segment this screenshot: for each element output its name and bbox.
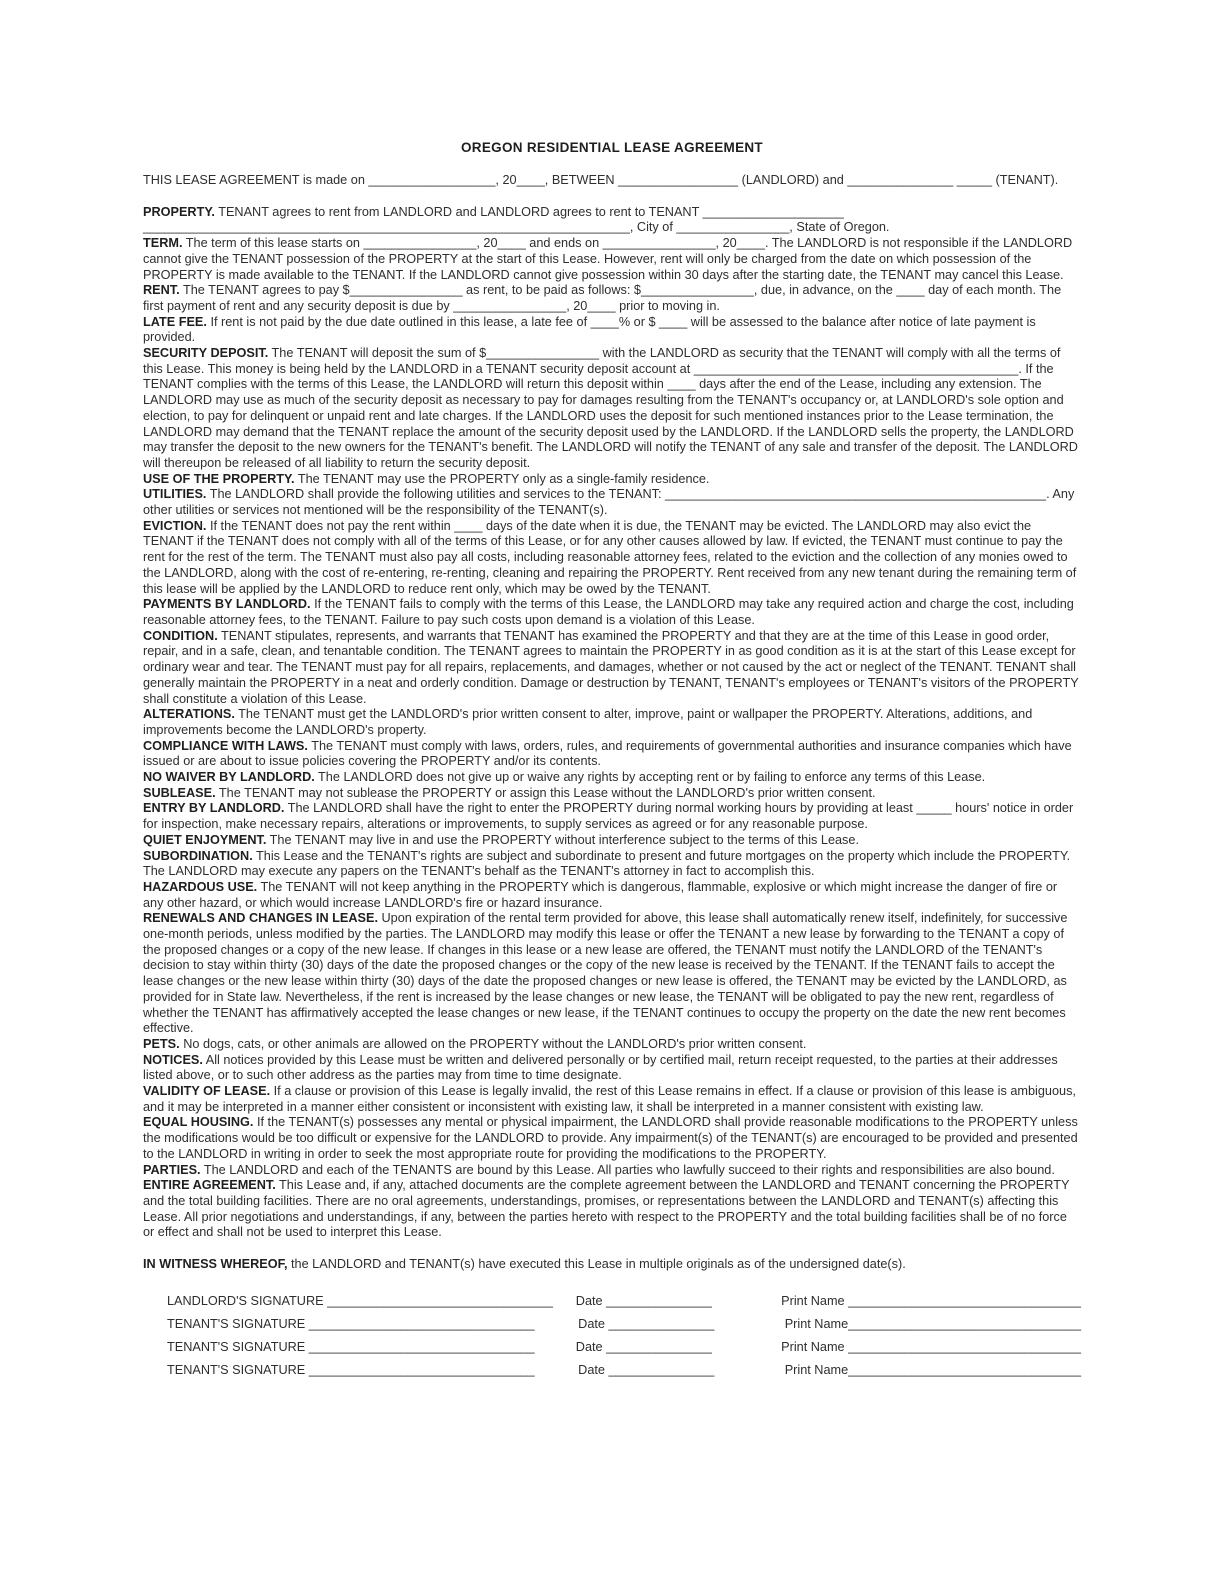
section-text: Upon expiration of the rental term provided for above, this lease shall automatically renew itself, indefinitely, for successive one-month periods, unless modified by the parties. The LANDLORD may modify this lease or offer the TENANT a new lease by forwarding to the TENANT a copy of the proposed changes or a copy of the new lease. If changes in this lease or a new lease are offered, the TENANT must notify the LANDLORD of the TENANT's decision to stay within thirty (30) days of the date the proposed changes or the copy of the new lease is received by the TENANT. If the TENANT fails to accept the lease changes or the new lease within thirty (30) days of the date the proposed changes or new lease is offered, the TENANT may be evicted by the LANDLORD, as provided for in State law. Nevertheless, if the rent is increased by the lease changes or new lease, the TENANT will be obligated to pay the new rent, regardless of whether the TENANT has affirmatively accepted the lease changes or new lease, if the TENANT continues to occupy the property on the date the new rent becomes effective. xyxy=(143,911,1068,1036)
sections-container xyxy=(143,205,1081,1241)
signature-row xyxy=(167,1294,1081,1310)
signature-block xyxy=(143,1294,1081,1379)
witness-clause-label: IN WITNESS WHEREOF, xyxy=(143,1257,288,1272)
lease-section xyxy=(143,1163,1081,1179)
section-label: USE OF THE PROPERTY. xyxy=(143,471,295,486)
print-name-line: Print Name _________________________________ xyxy=(781,1340,1081,1355)
section-label: CONDITION. xyxy=(143,628,218,643)
signature-line: LANDLORD'S SIGNATURE ________________________________ xyxy=(167,1293,553,1308)
lease-section xyxy=(143,283,1081,314)
signature-row xyxy=(167,1317,1081,1333)
section-label: PAYMENTS BY LANDLORD. xyxy=(143,597,311,612)
section-text: TENANT agrees to rent from LANDLORD and LANDLORD agrees to rent to TENANT ____________________ _____________________________________________________________________, City of ________________, State of Oregon. xyxy=(143,204,890,235)
section-text: TENANT stipulates, represents, and warrants that TENANT has examined the PROPERTY and that they are at the time of this Lease in good order, repair, and in a safe, clean, and tenantable condition. The TENANT agrees to maintain the PROPERTY in as good condition as it is at the start of this Lease except for ordinary wear and tear. The TENANT must pay for all repairs, replacements, and damages, whether or not caused by the act or neglect of the TENANT. TENANT shall generally maintain the PROPERTY in a neat and orderly condition. Damage or destruction by TENANT, TENANT's employees or TENANT's visitors of the PROPERTY shall constitute a violation of this Lease. xyxy=(143,628,1079,706)
signature-line: TENANT'S SIGNATURE ________________________________ xyxy=(167,1317,535,1332)
section-label: SUBORDINATION. xyxy=(143,848,253,863)
signature-row xyxy=(167,1363,1081,1379)
lease-section xyxy=(143,1037,1081,1053)
section-text: The TENANT may not sublease the PROPERTY or assign this Lease without the LANDLORD's prior written consent. xyxy=(215,785,876,800)
document-title: OREGON RESIDENTIAL LEASE AGREEMENT xyxy=(461,140,763,155)
date-line: Date _______________ xyxy=(578,1317,715,1332)
lease-section xyxy=(143,911,1081,1037)
lease-section xyxy=(143,1115,1081,1162)
section-text: If rent is not paid by the due date outlined in this lease, a late fee of ____% or $ ____ will be assessed to the balance after notice of late payment is provided. xyxy=(143,314,1036,345)
witness-clause-text: the LANDLORD and TENANT(s) have executed this Lease in multiple originals as of the undersigned date(s). xyxy=(287,1257,906,1272)
section-text: The LANDLORD does not give up or waive any rights by accepting rent or by failing to enforce any terms of this Lease. xyxy=(314,770,986,785)
lease-section xyxy=(143,315,1081,346)
lease-section xyxy=(143,786,1081,802)
section-text: The TENANT must get the LANDLORD's prior written consent to alter, improve, paint or wallpaper the PROPERTY. Alterations, additions, and improvements become the LANDLORD's property. xyxy=(143,707,1033,737)
document-content xyxy=(143,140,1081,1387)
section-label: PROPERTY. xyxy=(143,204,215,219)
section-label: ENTIRE AGREEMENT. xyxy=(143,1178,276,1193)
section-text: No dogs, cats, or other animals are allowed on the PROPERTY without the LANDLORD's prior written consent. xyxy=(179,1036,807,1051)
section-label: PETS. xyxy=(143,1036,180,1051)
witness-clause xyxy=(143,1257,1081,1273)
section-text: All notices provided by this Lease must be written and delivered personally or by certified mail, return receipt requested, to the parties at their addresses listed above, or to such other address as the parties may from time to time designate. xyxy=(143,1052,1058,1083)
section-label: UTILITIES. xyxy=(143,487,207,502)
section-label: RENT. xyxy=(143,283,180,298)
section-label: EQUAL HOUSING. xyxy=(143,1115,254,1130)
lease-section xyxy=(143,346,1081,472)
date-line: Date _______________ xyxy=(575,1340,712,1355)
lease-section xyxy=(143,472,1081,488)
section-label: EVICTION. xyxy=(143,518,207,533)
section-label: PARTIES. xyxy=(143,1162,201,1177)
intro-paragraph: THIS LEASE AGREEMENT is made on __________________, 20____, BETWEEN _________________ (LANDLORD) and _______________ _____ (TENANT). xyxy=(143,173,1059,187)
section-label: TERM. xyxy=(143,236,183,251)
lease-section xyxy=(143,1178,1081,1241)
section-text: If a clause or provision of this Lease is legally invalid, the rest of this Lease remains in effect. If a clause or provision of this lease is ambiguous, and it may be interpreted in a manner either consistent or inconsistent with existing law, it shall be interpreted in a manner consistent with existing law. xyxy=(143,1084,1076,1114)
date-line: Date _______________ xyxy=(575,1293,712,1308)
date-line: Date _______________ xyxy=(578,1363,715,1378)
lease-section xyxy=(143,1084,1081,1115)
print-name-line: Print Name_________________________________ xyxy=(784,1317,1081,1332)
section-text: If the TENANT(s) possesses any mental or physical impairment, the LANDLORD shall provide reasonable modifications to the PROPERTY unless the modifications would be too difficult or expensive for the LANDLORD to provide. Any impairment(s) of the TENANT(s) are encouraged to be provided and presented to the LANDLORD in writing in order to seek the most appropriate route for providing the modifications to the PROPERTY. xyxy=(143,1115,1078,1161)
section-text: The TENANT will not keep anything in the PROPERTY which is dangerous, flammable, explosive or which might increase the danger of fire or any other hazard, or which would increase LANDLORD's fire or hazard insurance. xyxy=(143,879,1058,910)
lease-section xyxy=(143,801,1081,832)
section-label: COMPLIANCE WITH LAWS. xyxy=(143,738,308,753)
section-text: The LANDLORD shall provide the following utilities and services to the TENANT: ______________________________________________________. Any other utilities or services not mentioned will be the responsibility of the TENANT(s). xyxy=(143,487,1075,518)
section-label: NO WAIVER BY LANDLORD. xyxy=(143,770,315,785)
section-text: If the TENANT fails to comply with the terms of this Lease, the LANDLORD may take any required action and charge the cost, including reasonable attorney fees, to the TENANT. Failure to pay such costs upon demand is a violation of this Lease. xyxy=(143,597,1074,627)
lease-section xyxy=(143,833,1081,849)
print-name-line: Print Name_________________________________ xyxy=(784,1363,1081,1378)
lease-section xyxy=(143,629,1081,708)
section-label: NOTICES. xyxy=(143,1052,203,1067)
lease-section xyxy=(143,236,1081,283)
lease-section xyxy=(143,849,1081,880)
lease-section xyxy=(143,770,1081,786)
section-text: The TENANT may use the PROPERTY only as a single-family residence. xyxy=(294,471,710,486)
print-name-line: Print Name _________________________________ xyxy=(781,1293,1081,1308)
section-text: The term of this lease starts on ________________, 20____ and ends on ________________, 20____. The LANDLORD is not responsible if the LANDLORD cannot give the TENANT possession of the PROPERTY at the start of this Lease. However, rent will only be charged from the date on which possession of the PROPERTY is made available to the TENANT. If the LANDLORD cannot give possession within 30 days after the starting date, the TENANT may cancel this Lease. xyxy=(143,236,1073,282)
lease-section xyxy=(143,487,1081,518)
section-text: This Lease and the TENANT's rights are subject and subordinate to present and future mortgages on the property which include the PROPERTY. The LANDLORD may execute any papers on the TENANT's behalf as the TENANT's attorney in fact to accomplish this. xyxy=(143,848,1071,879)
section-text: This Lease and, if any, attached documents are the complete agreement between the LANDLORD and TENANT concerning the PROPERTY and the total building facilities. There are no oral agreements, understandings, promises, or representations between the LANDLORD and TENANT(s) affecting this Lease. All prior negotiations and understandings, if any, between the parties hereto with respect to the PROPERTY and the total building facilities shall be of no force or effect and shall not be used to interpret this Lease. xyxy=(143,1178,1070,1240)
section-text: If the TENANT does not pay the rent within ____ days of the date when it is due, the TENANT may be evicted. The LANDLORD may also evict the TENANT if the TENANT does not comply with all of the terms of this Lease, or for any other causes allowed by law. If evicted, the TENANT must continue to pay the rent for the rest of the term. The TENANT must also pay all costs, including reasonable attorney fees, related to the eviction and the collection of any monies owed to the LANDLORD, along with the cost of re-entering, re-renting, cleaning and repairing the PROPERTY. Rent received from any new tenant during the remaining term of this lease will be applied by the LANDLORD to reduce rent only, which may be owed by the TENANT. xyxy=(143,518,1077,596)
signature-line: TENANT'S SIGNATURE ________________________________ xyxy=(167,1340,535,1355)
lease-section xyxy=(143,1053,1081,1084)
section-text: The TENANT will deposit the sum of $________________ with the LANDLORD as security that the TENANT will comply with all the terms of this Lease. This money is being held by the LANDLORD in a TENANT security deposit account at ______________________________________________. If the TENANT complies with the terms of this Lease, the LANDLORD will return this deposit within ____ days after the end of the Lease, including any extension. The LANDLORD may use as much of the security deposit as necessary to pay for damages resulting from the TENANT's occupancy or, at LANDLORD's sole option and election, to pay for delinquent or unpaid rent and late charges. If the LANDLORD uses the deposit for such mentioned instances prior to the Lease termination, the LANDLORD may demand that the TENANT replace the amount of the security deposit used by the LANDLORD. If the LANDLORD sells the property, the LANDLORD may transfer the deposit to the new owners for the TENANT's benefit. The LANDLORD will notify the TENANT of any sale and transfer of the deposit. The LANDLORD will thereupon be released of all liability to return the security deposit. xyxy=(143,346,1078,470)
section-text: The TENANT must comply with laws, orders, rules, and requirements of governmental authorities and insurance companies which have issued or are about to issue policies covering the PROPERTY and/or its contents. xyxy=(143,738,1072,769)
section-label: LATE FEE. xyxy=(143,314,207,329)
section-text: The LANDLORD shall have the right to enter the PROPERTY during normal working hours by providing at least _____ hours' notice in order for inspection, make necessary repairs, alterations or improvements, to supply services as agreed or for any reasonable purpose. xyxy=(143,801,1074,832)
section-text: The TENANT agrees to pay $________________ as rent, to be paid as follows: $________________, due, in advance, on the ____ day of each month. The first payment of rent and any security deposit is due by ________________, 20____ prior to moving in. xyxy=(143,283,1062,313)
lease-section xyxy=(143,707,1081,738)
section-label: SECURITY DEPOSIT. xyxy=(143,346,269,361)
section-label: ALTERATIONS. xyxy=(143,707,235,722)
section-label: RENEWALS AND CHANGES IN LEASE. xyxy=(143,911,378,926)
section-text: The TENANT may live in and use the PROPERTY without interference subject to the terms of this Lease. xyxy=(266,832,859,847)
lease-section xyxy=(143,597,1081,628)
signature-line: TENANT'S SIGNATURE ________________________________ xyxy=(167,1363,535,1378)
section-label: HAZARDOUS USE. xyxy=(143,879,258,894)
lease-section xyxy=(143,880,1081,911)
section-label: QUIET ENJOYMENT. xyxy=(143,832,267,847)
section-label: VALIDITY OF LEASE. xyxy=(143,1084,271,1099)
lease-section xyxy=(143,739,1081,770)
section-label: ENTRY BY LANDLORD. xyxy=(143,801,285,816)
lease-section xyxy=(143,205,1081,236)
section-label: SUBLEASE. xyxy=(143,785,216,800)
signature-row xyxy=(167,1340,1081,1356)
lease-section xyxy=(143,519,1081,598)
section-text: The LANDLORD and each of the TENANTS are bound by this Lease. All parties who lawfully succeed to their rights and responsibilities are also bound. xyxy=(200,1162,1055,1177)
